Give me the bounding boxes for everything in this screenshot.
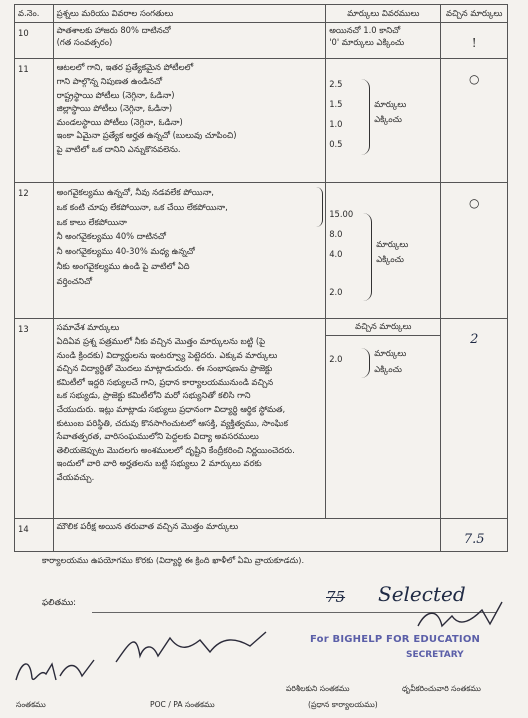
detail-line: చేయుదురు. ఇట్లు మాట్లాడు సభ్యులు ప్రధానంగా విద్యార్థి ఆర్థిక స్థోమత, [56, 404, 286, 414]
signature-label-3: పరిశీలకుని సంతకము [286, 684, 350, 693]
row-marks-detail [326, 23, 441, 59]
detail-line: రాష్ట్రస్థాయి పోటీలు (నెగ్గినా, ఓడినా) [56, 89, 175, 100]
marks-line: అయినచో 1.0 కానిచో [329, 25, 401, 36]
detail-line: కుటుంబ పరిస్థితి, చదువు కొనసాగించుటలో ఆసక్తి, వ్యక్తిత్వము, సాంఘిక [56, 417, 288, 428]
row-details [53, 183, 326, 319]
evaluation-table [14, 4, 508, 552]
marks-got-value: 7.5 [441, 519, 508, 552]
row-number: 13 [15, 319, 54, 519]
result-handwritten: Selected [378, 582, 466, 606]
signature-label-4-sub: (ప్రధాన కార్యాలయము) [308, 700, 378, 709]
detail-line: కమిటీలో ఇద్దరి సభ్యులచే గాని, ప్రధాన కార్యాలయమునుండి వచ్చిన [56, 376, 274, 387]
table-row [15, 23, 508, 59]
marks-value: 2.5 [329, 79, 343, 90]
organization-stamp [300, 626, 510, 672]
office-use-note: కార్యాలయము ఉపయోగము కొరకు (విద్యార్థి ఈ క్రింది ఖాళీలో ఏమి వ్రాయకూడదు). [42, 555, 305, 565]
detail-line: నీ అంగవైకల్యము 40-30% మధ్య ఉన్నచో [56, 246, 195, 257]
detail-line: (గత సంవత్సరం) [56, 36, 113, 47]
col-header-no: వ.నెం. [15, 5, 54, 23]
row-number: 12 [15, 183, 54, 319]
signature-1 [12, 650, 102, 690]
stamp-line-2: SECRETARY [406, 650, 464, 660]
detail-line: పై వాటిలో ఒక దానిని ఎన్నుకొనవలెను. [56, 144, 181, 154]
row-details [53, 519, 441, 552]
signature-label-4: ధృవీకరించువారి సంతకము [402, 684, 481, 693]
marks-value: 0.5 [329, 139, 343, 150]
marks-line: '0' మార్కులు ఎక్కించు [329, 36, 405, 47]
row-details [53, 59, 326, 183]
marks-got-value: ! [441, 23, 508, 59]
marks-got-value: ○ [441, 183, 508, 319]
marks-value: 4.0 [329, 249, 343, 260]
detail-line: వర్తించనిచో [56, 275, 93, 286]
marks-label: ఎక్కించు [376, 253, 404, 264]
table-row [15, 519, 508, 552]
detail-line: ఒక కాలు లేకపోయినా [56, 216, 127, 227]
detail-line: ఇంకా ఏమైనా ప్రత్యేక అర్హత ఉన్నచో (బులువు చూపించి) [56, 130, 237, 141]
detail-line: పాతశాలకు హాజరు 80% దాటినచో [56, 25, 171, 36]
detail-line: జిల్లాస్థాయి పోటీలు (నెగ్గినా, ఓడినా) [56, 103, 173, 114]
detail-line: ఇందులో వారి వారి అర్హతలను బట్టి సభ్యులు 2 మార్కులు వరకు [56, 458, 262, 469]
detail-line: నీ అంగవైకల్యము 40% దాటినచో [56, 231, 166, 242]
detail-line: సేవాతత్పరత, వారిసంఘములోని పెద్దలకు విద్యా అవసరములు [56, 431, 259, 442]
detail-title: సమావేశ మార్కులు [56, 322, 120, 333]
detail-line: ఏదిఏవ ప్రశ్న పత్రములో నీకు వచ్చిన మొత్తం మార్కులను బట్టి (పై [56, 335, 266, 346]
marks-label: ఎక్కించు [374, 364, 402, 375]
brace-icon [316, 187, 323, 227]
marks-label: ఎక్కించు [374, 113, 402, 124]
marks-value: 2.0 [329, 353, 343, 364]
marks-value: 15.00 [329, 209, 354, 220]
stamp-line-1: For BIGHELP FOR EDUCATION [310, 634, 481, 645]
col-header-marks-got: వచ్చిన మార్కులు [441, 5, 508, 23]
table-header-row [15, 5, 508, 23]
row-number: 10 [15, 23, 54, 59]
signature-label-1: సంతకము [16, 700, 46, 709]
detail-line: మండలస్థాయి పోటీలు (నెగ్గినా, ఓడినా) [56, 116, 183, 127]
detail-line: నీకు అంగవైకల్యము ఉండి పై వాటిలో ఏది [56, 260, 190, 271]
detail-line: వచ్చిన విద్యార్థితో మొదలు మాట్లాడుదురు. ఈ సంభాషణను ప్రాజెక్టు [56, 363, 273, 374]
brace-icon [361, 79, 370, 155]
brace-icon [361, 348, 370, 378]
row-details [53, 319, 326, 519]
marks-label: మార్కులు [376, 239, 409, 250]
detail-line: ఒక సభ్యుడు, ప్రాజెక్టు కమిటీలోని మరో సభ్యునితో కలిసి గాని [56, 390, 251, 401]
detail-line: వేయవచ్చు. [56, 472, 95, 483]
row-number: 14 [15, 519, 54, 552]
row-marks-detail [326, 59, 441, 183]
brace-icon [363, 213, 372, 301]
marks-got-value: 2 [441, 319, 508, 519]
result-label: ఫలితము: [42, 598, 77, 608]
row-marks-detail [326, 319, 441, 519]
row-marks-detail [326, 183, 441, 319]
marks-label: మార్కులు [374, 347, 407, 358]
marks-value: 2.0 [329, 287, 343, 298]
col-header-details: ప్రశ్నలు మరియు వివరాల సంగతులు [53, 5, 326, 23]
row-details [53, 23, 326, 59]
result-struck-value: 75 [326, 588, 346, 606]
detail-line: నుండి క్రిందకు) విద్యార్థులను ఇంటర్వ్యూ పెట్టెదరు. ఎక్కువ మార్కులు [56, 349, 278, 360]
table-row [15, 59, 508, 183]
marks-subheader: వచ్చిన మార్కులు [326, 319, 440, 335]
col-header-marks-detail: మార్కులు వివరములు [326, 5, 441, 23]
row-number: 11 [15, 59, 54, 183]
detail-line: గాని పాల్గొన్న నిపుణత ఉండినచో [56, 75, 163, 86]
marks-value: 1.0 [329, 119, 343, 130]
detail-line: అంగవైకల్యము ఉన్నచో, నీవు నడవలేక పోయినా, [56, 187, 214, 198]
signature-label-2: POC / PA సంతకము [150, 700, 215, 709]
detail-line: ఆటలలో గాని, ఇతర ప్రత్యేకమైన పోటీలలో [56, 62, 194, 73]
table-row [15, 183, 508, 319]
marks-value: 8.0 [329, 229, 343, 240]
detail-line: తెలియజెప్పుట మొదలగు అంశములలో దృష్టిని కేంద్రీకరించి నిర్ణయించెదరు. [56, 444, 295, 455]
detail-line: మౌలిక పరీక్ష అయిన తరువాత వచ్చిన మొత్తం మార్కులు [56, 521, 239, 532]
marks-got-value: ○ [441, 59, 508, 183]
detail-line: ఒక కంటి చూపు లేకపోయినా, ఒక చేయి లేకపోయినా, [56, 202, 228, 213]
signature-2 [110, 622, 280, 672]
marks-label: మార్కులు [374, 99, 407, 110]
table-row [15, 319, 508, 519]
marks-value: 1.5 [329, 99, 343, 110]
